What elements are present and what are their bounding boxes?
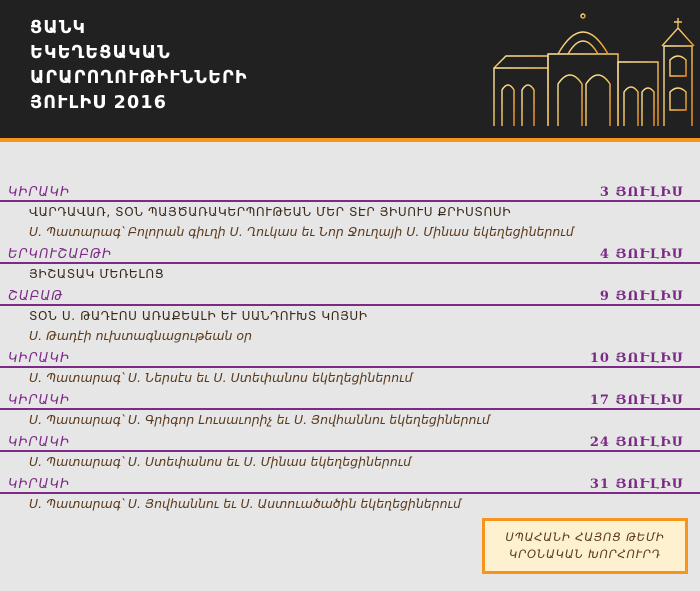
day-row — [0, 476, 700, 494]
feast-title: ՅԻՇԱՏԱԿ ՄԵՌԵԼՈՑ — [29, 267, 165, 281]
council-signature-inner — [485, 521, 685, 571]
schedule-entry — [0, 288, 700, 346]
service-detail: Ս. Պատարագ՝ Ս. Գրիգոր Լուսաւորիչ եւ Ս. Յովհաննու եկեղեցիներում — [29, 412, 490, 427]
date-label: 3 ՅՈՒԼԻՍ — [599, 185, 684, 200]
feast-title: ՎԱՐԴԱՎԱՌ, ՏՕՆ ՊԱՅԾԱՌԱԿԵՐՊՈՒԹԵԱՆ ՄԵՐ ՏԷՐ ՅԻՍՈՒՍ ՔՐԻՍՏՈՍԻ — [29, 205, 512, 219]
date-label: 4 ՅՈՒԼԻՍ — [599, 247, 684, 262]
council-signature-box — [482, 518, 688, 574]
schedule-entry — [0, 434, 700, 472]
schedule-entry — [0, 246, 700, 284]
schedule-list — [0, 184, 700, 514]
date-label: 10 ՅՈՒԼԻՍ — [589, 351, 684, 366]
service-detail: Ս. Թադէի ուխտագնացութեան օր — [29, 328, 252, 343]
day-row — [0, 392, 700, 410]
feast-title: ՏՕՆ Ս. ԹԱԴԷՈՍ ԱՌԱՔԵԱԼԻ ԵՒ ՍԱՆԴՈՒԽՏ ԿՈՅՍԻ — [29, 309, 368, 323]
day-name: ԿԻՐԱԿԻ — [8, 351, 70, 366]
header-banner — [0, 0, 700, 138]
page-title — [30, 16, 248, 116]
day-row — [0, 184, 700, 202]
date-label: 31 ՅՈՒԼԻՍ — [589, 477, 684, 492]
date-label: 24 ՅՈՒԼԻՍ — [589, 435, 684, 450]
day-row — [0, 246, 700, 264]
day-name: ԿԻՐԱԿԻ — [8, 185, 70, 200]
title-line: ԱՐԱՐՈՂՈՒԹԻՒՆՆԵՐԻ — [30, 68, 248, 88]
service-detail: Ս. Պատարագ՝ Ս. Ստեփանոս եւ Ս. Մինաս եկեղեցիներում — [29, 454, 412, 469]
day-name: ԵՐԿՈՒՇԱԲԹԻ — [8, 247, 113, 262]
day-name: ԿԻՐԱԿԻ — [8, 393, 70, 408]
day-name: ԿԻՐԱԿԻ — [8, 477, 70, 492]
council-line: ԿՐՕՆԱԿԱՆ ԽՈՐՀՈՒՐԴ — [509, 547, 661, 561]
schedule-entry — [0, 392, 700, 430]
day-name: ԿԻՐԱԿԻ — [8, 435, 70, 450]
service-detail: Ս. Պատարագ՝ Ս. Յովհաննու եւ Ս. Աստուածածին եկեղեցիներում — [29, 496, 461, 511]
day-row — [0, 434, 700, 452]
header-divider — [0, 138, 700, 142]
date-label: 17 ՅՈՒԼԻՍ — [589, 393, 684, 408]
service-detail: Ս. Պատարագ՝ Ս. Ներսէս եւ Ս. Ստեփանոս եկեղեցիներում — [29, 370, 413, 385]
title-line: ԵԿԵՂԵՑԱԿԱՆ — [30, 43, 171, 63]
title-line: ՑԱՆԿ — [30, 18, 87, 38]
day-row — [0, 350, 700, 368]
church-illustration-icon — [488, 6, 700, 132]
service-detail: Ս. Պատարագ՝ Բոլորան գիւղի Ս. Ղուկաս եւ Նոր Ջուղայի Ս. Մինաս եկեղեցիներում — [29, 224, 574, 239]
date-label: 9 ՅՈՒԼԻՍ — [599, 289, 684, 304]
council-line: ՍՊԱՀԱՆԻ ՀԱՅՈՑ ԹԵՄԻ — [505, 530, 665, 544]
schedule-entry — [0, 184, 700, 242]
schedule-entry — [0, 350, 700, 388]
title-line: ՅՈՒԼԻՍ 2016 — [30, 93, 168, 113]
schedule-entry — [0, 476, 700, 514]
day-name: ՇԱԲԱԹ — [8, 289, 64, 304]
day-row — [0, 288, 700, 306]
